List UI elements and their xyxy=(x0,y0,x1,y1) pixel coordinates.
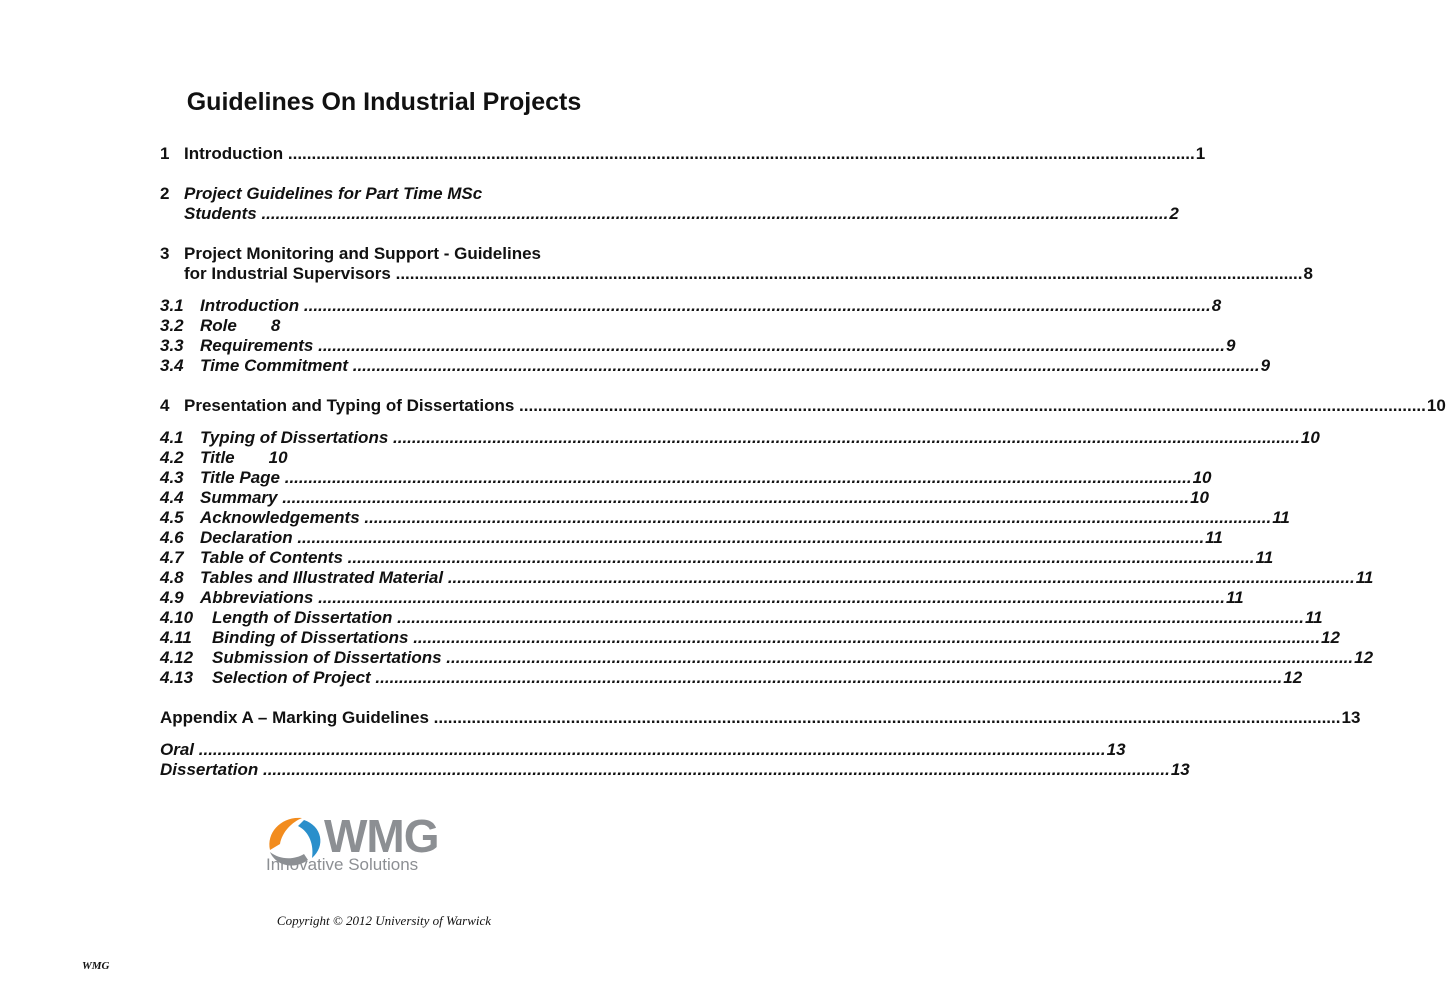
toc-text: Role xyxy=(200,316,237,335)
toc-entry-4-3[interactable] xyxy=(160,468,1212,488)
toc-page: 12 xyxy=(1283,668,1303,687)
toc-page: 10 xyxy=(1300,428,1320,447)
toc-entry-4-10[interactable] xyxy=(160,608,1323,628)
toc-page: 2 xyxy=(1169,204,1179,223)
toc-entry-4-13[interactable] xyxy=(160,668,1303,688)
toc-entry-project-monitoring[interactable] xyxy=(160,244,1313,284)
toc-text-line2: for Industrial Supervisors ..... xyxy=(184,264,1302,284)
toc-page: 8 xyxy=(1211,296,1222,315)
toc-entry-4-4[interactable] xyxy=(160,488,1209,508)
toc-number: 4.8 xyxy=(160,568,184,587)
toc-text: Title xyxy=(200,448,235,467)
wmg-wordmark: WMG xyxy=(324,810,439,862)
toc-text: Typing of Dissertations xyxy=(200,428,389,447)
copyright-text: Copyright © 2012 University of Warwick xyxy=(276,913,492,928)
toc-text: Introduction ..... xyxy=(184,144,1195,164)
toc-page: 11 xyxy=(1272,508,1290,527)
toc-text: Appendix A – Marking Guidelines ..... xyxy=(160,708,1340,728)
toc-number: 4.11 xyxy=(160,628,192,647)
page-footer: WMG xyxy=(82,960,110,972)
toc-number: 2 xyxy=(160,184,170,203)
document-title: Guidelines On Industrial Projects xyxy=(186,88,582,116)
toc-entry-appendix-a[interactable] xyxy=(160,708,1361,728)
toc-text: Presentation and Typing of Dissertations ..... xyxy=(184,396,1426,416)
toc-text: Time Commitment xyxy=(200,356,348,375)
toc-text: Abbreviations xyxy=(200,588,314,607)
toc-text: Tables and Illustrated Material xyxy=(200,568,444,587)
toc-page: 10 xyxy=(1426,396,1446,415)
toc-page: 1 xyxy=(1195,144,1206,163)
toc-entry-oral[interactable] xyxy=(160,740,1126,760)
toc-page: 12 xyxy=(1354,648,1374,667)
toc-number: 4.9 xyxy=(160,588,184,607)
toc-page: 11 xyxy=(1255,548,1274,567)
toc-entry-project-guidelines[interactable] xyxy=(160,184,1179,224)
toc-text-line1: Project Guidelines for Part Time MSc xyxy=(184,184,483,203)
toc-entry-4-5[interactable] xyxy=(160,508,1290,528)
table-of-contents xyxy=(160,144,1446,780)
toc-number: 1 xyxy=(160,144,170,163)
toc-page: 8 xyxy=(270,316,281,335)
toc-text: Summary xyxy=(200,488,278,507)
toc-text: Acknowledgements xyxy=(200,508,360,527)
toc-number: 4.5 xyxy=(160,508,184,527)
toc-page: 13 xyxy=(1170,760,1190,779)
toc-number: 3.4 xyxy=(160,356,184,375)
toc-text: Dissertation ..... xyxy=(160,760,1170,780)
toc-entry-4-11[interactable] xyxy=(160,628,1340,648)
toc-entry-3-4[interactable] xyxy=(160,356,1271,376)
toc-number: 4.13 xyxy=(160,668,194,687)
toc-page: 11 xyxy=(1225,588,1244,607)
wmg-logo xyxy=(264,810,514,874)
toc-number: 4.4 xyxy=(160,488,184,507)
wmg-tagline: Innovative Solutions xyxy=(266,855,419,874)
toc-text: Length of Dissertation xyxy=(212,608,393,627)
toc-entry-3-2[interactable] xyxy=(160,316,642,336)
toc-entry-4-1[interactable] xyxy=(160,428,1320,448)
toc-page: 11 xyxy=(1355,568,1374,587)
toc-text: Selection of Project xyxy=(212,668,371,687)
toc-number: 3.1 xyxy=(160,296,184,315)
toc-entry-4-6[interactable] xyxy=(160,528,1223,548)
toc-entry-3-1[interactable] xyxy=(160,296,1222,316)
toc-entry-introduction[interactable] xyxy=(160,144,1206,164)
toc-number: 4.6 xyxy=(160,528,184,547)
toc-text-line2: Students ..... xyxy=(184,204,1168,224)
toc-page: 9 xyxy=(1225,336,1236,355)
toc-entry-4-8[interactable] xyxy=(160,568,1374,588)
toc-text: Title Page xyxy=(200,468,280,487)
toc-number: 4.1 xyxy=(160,428,184,447)
toc-entry-4-7[interactable] xyxy=(160,548,1274,568)
toc-entry-dissertation[interactable] xyxy=(160,760,1190,780)
toc-page: 13 xyxy=(1341,708,1361,727)
toc-page: 11 xyxy=(1304,608,1323,627)
toc-text: Declaration xyxy=(200,528,293,547)
toc-entry-4-9[interactable] xyxy=(160,588,1244,608)
toc-number: 3 xyxy=(160,244,170,263)
toc-text: Table of Contents xyxy=(200,548,343,567)
toc-number: 3.2 xyxy=(160,316,184,335)
toc-number: 4 xyxy=(160,396,170,415)
toc-text: Submission of Dissertations xyxy=(212,648,442,667)
toc-page: 13 xyxy=(1106,740,1126,759)
toc-page: 10 xyxy=(1190,488,1209,507)
toc-page: 10 xyxy=(1192,468,1212,487)
toc-page: 11 xyxy=(1205,528,1223,547)
toc-entry-4-12[interactable] xyxy=(160,648,1374,668)
toc-number: 3.3 xyxy=(160,336,184,355)
toc-page: 9 xyxy=(1260,356,1271,375)
toc-page: 12 xyxy=(1321,628,1340,647)
toc-number: 4.10 xyxy=(160,608,194,627)
toc-page: 10 xyxy=(268,448,288,467)
toc-text: Binding of Dissertations xyxy=(212,628,409,647)
toc-text: Oral ..... xyxy=(160,740,1106,760)
toc-text-line1: Project Monitoring and Support - Guidelines xyxy=(184,244,541,263)
toc-text: Introduction xyxy=(200,296,300,315)
toc-text: Requirements xyxy=(200,336,314,355)
toc-page: 8 xyxy=(1303,264,1313,283)
toc-entry-3-3[interactable] xyxy=(160,336,1236,356)
toc-number: 4.2 xyxy=(160,448,184,467)
toc-number: 4.12 xyxy=(160,648,194,667)
toc-number: 4.3 xyxy=(160,468,184,487)
toc-entry-4-2[interactable] xyxy=(160,448,642,468)
toc-number: 4.7 xyxy=(160,548,184,567)
toc-entry-presentation-typing[interactable] xyxy=(160,396,1446,416)
